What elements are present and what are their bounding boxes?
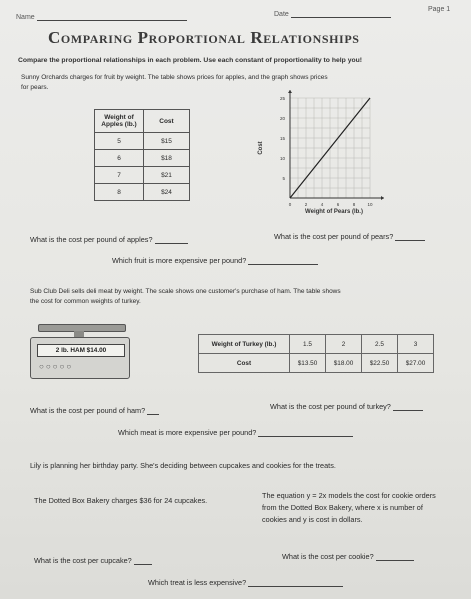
- table-cell: $27.00: [398, 354, 434, 373]
- apples-header-cost: Cost: [144, 110, 190, 133]
- table-cell: $24: [144, 184, 190, 201]
- table-cell: $18.00: [326, 354, 362, 373]
- y-axis-arrow-icon: [288, 90, 292, 93]
- problem3-q3: [148, 578, 343, 587]
- y-tick-label: 20: [279, 116, 285, 121]
- table-cell: 6: [95, 150, 144, 167]
- answer-blank[interactable]: [395, 240, 425, 241]
- problem2-intro-2: the cost for common weights of turkey.: [30, 298, 141, 305]
- problem1-q2: [274, 232, 425, 241]
- table-cell: $15: [144, 133, 190, 150]
- table-cell: $22.50: [362, 354, 398, 373]
- table-cell: $18: [144, 150, 190, 167]
- table-row: [95, 184, 190, 201]
- answer-blank[interactable]: [393, 410, 423, 411]
- q-text: What is the cost per pound of apples?: [30, 235, 153, 244]
- table-cell: 8: [95, 184, 144, 201]
- problem1-q3: [112, 256, 318, 265]
- q-text: What is the cost per pound of ham?: [30, 406, 146, 415]
- y-axis-label: Cost: [258, 141, 264, 155]
- turkey-cost-label: Cost: [199, 354, 290, 373]
- name-field[interactable]: [37, 20, 187, 21]
- y-tick-label: 25: [279, 96, 285, 101]
- q-text: Which treat is less expensive?: [148, 578, 247, 587]
- answer-blank[interactable]: [147, 414, 159, 415]
- y-tick-labels: [280, 96, 286, 181]
- table-cell: 5: [95, 133, 144, 150]
- instructions: Compare the proportional relationships in each problem. Use each constant of proportionality to help you!: [18, 57, 363, 64]
- problem3-right-1: The equation y = 2x models the cost for cookie orders: [262, 491, 436, 500]
- q-text: What is the cost per cupcake?: [34, 556, 132, 565]
- apples-header-weight: Weight of Apples (lb.): [95, 110, 144, 133]
- apples-table: [94, 109, 190, 201]
- x-axis-label: Weight of Pears (lb.): [305, 209, 363, 215]
- answer-blank[interactable]: [155, 243, 188, 244]
- date-label: Date: [274, 11, 289, 18]
- table-row: [95, 150, 190, 167]
- page-number: Page 1: [428, 6, 451, 13]
- x-tick-label: 6: [336, 202, 340, 207]
- q-text: Which fruit is more expensive per pound?: [112, 256, 247, 265]
- problem3-left: The Dotted Box Bakery charges $36 for 24 cupcakes.: [34, 496, 208, 505]
- problem1-q1: [30, 235, 188, 244]
- answer-blank[interactable]: [248, 586, 343, 587]
- q-text: What is the cost per pound of turkey?: [270, 402, 391, 411]
- problem1-intro-2: for pears.: [21, 84, 49, 91]
- problem3-right-2: from the Dotted Box Bakery, where x is number of: [262, 503, 423, 512]
- table-cell: 1.5: [290, 335, 326, 354]
- x-axis-arrow-icon: [381, 196, 384, 200]
- q-text: What is the cost per cookie?: [282, 552, 374, 561]
- x-tick-label: 2: [304, 202, 308, 207]
- table-row: [95, 167, 190, 184]
- scale-display: 2 lb. HAM $14.00: [37, 344, 125, 357]
- graph-axes: [288, 90, 384, 200]
- answer-blank[interactable]: [258, 436, 353, 437]
- y-tick-label: 15: [279, 136, 285, 141]
- x-tick-label: 8: [352, 202, 356, 207]
- date-row: [274, 11, 391, 18]
- deli-scale: [30, 324, 130, 380]
- name-label: Name: [16, 14, 35, 21]
- problem3-right-3: cookies and y is cost in dollars.: [262, 515, 363, 524]
- table-cell: 2: [326, 335, 362, 354]
- problem3-q2: [282, 552, 414, 561]
- problem2-q1: [30, 406, 159, 415]
- pears-graph: [248, 88, 408, 218]
- answer-blank[interactable]: [376, 560, 414, 561]
- problem1-intro: Sunny Orchards charges for fruit by weight. The table shows prices for apples, and the graph shows prices: [21, 74, 328, 81]
- table-cell: 7: [95, 167, 144, 184]
- q-text: Which meat is more expensive per pound?: [118, 428, 257, 437]
- name-row: [16, 14, 187, 21]
- answer-blank[interactable]: [134, 564, 152, 565]
- x-tick-label: 0: [288, 202, 292, 207]
- table-cell: 3: [398, 335, 434, 354]
- scale-buttons-icon: ○○○○○: [39, 362, 74, 371]
- problem3-intro: Lily is planning her birthday party. She's deciding between cupcakes and cookies for the treats.: [30, 461, 336, 470]
- problem2-intro: Sub Club Deli sells deli meat by weight. The scale shows one customer's purchase of ham. The table shows: [30, 288, 341, 295]
- table-cell: 2.5: [362, 335, 398, 354]
- problem2-q3: [118, 428, 353, 437]
- q-text: What is the cost per pound of pears?: [274, 232, 394, 241]
- problem3-q1: [34, 556, 152, 565]
- answer-blank[interactable]: [248, 264, 318, 265]
- table-cell: $13.50: [290, 354, 326, 373]
- turkey-weight-label: Weight of Turkey (lb.): [199, 335, 290, 354]
- problem2-q2: [270, 402, 423, 411]
- scale-body: [30, 337, 130, 379]
- date-field[interactable]: [291, 17, 391, 18]
- page-title: Comparing Proportional Relationships: [48, 28, 360, 47]
- y-tick-label: 5: [282, 176, 285, 181]
- x-tick-labels: [289, 202, 373, 207]
- table-cell: $21: [144, 167, 190, 184]
- table-row: [95, 133, 190, 150]
- x-tick-label: 4: [320, 202, 324, 207]
- turkey-table: [198, 334, 434, 373]
- x-tick-label: 10: [367, 202, 373, 207]
- y-tick-label: 10: [279, 156, 285, 161]
